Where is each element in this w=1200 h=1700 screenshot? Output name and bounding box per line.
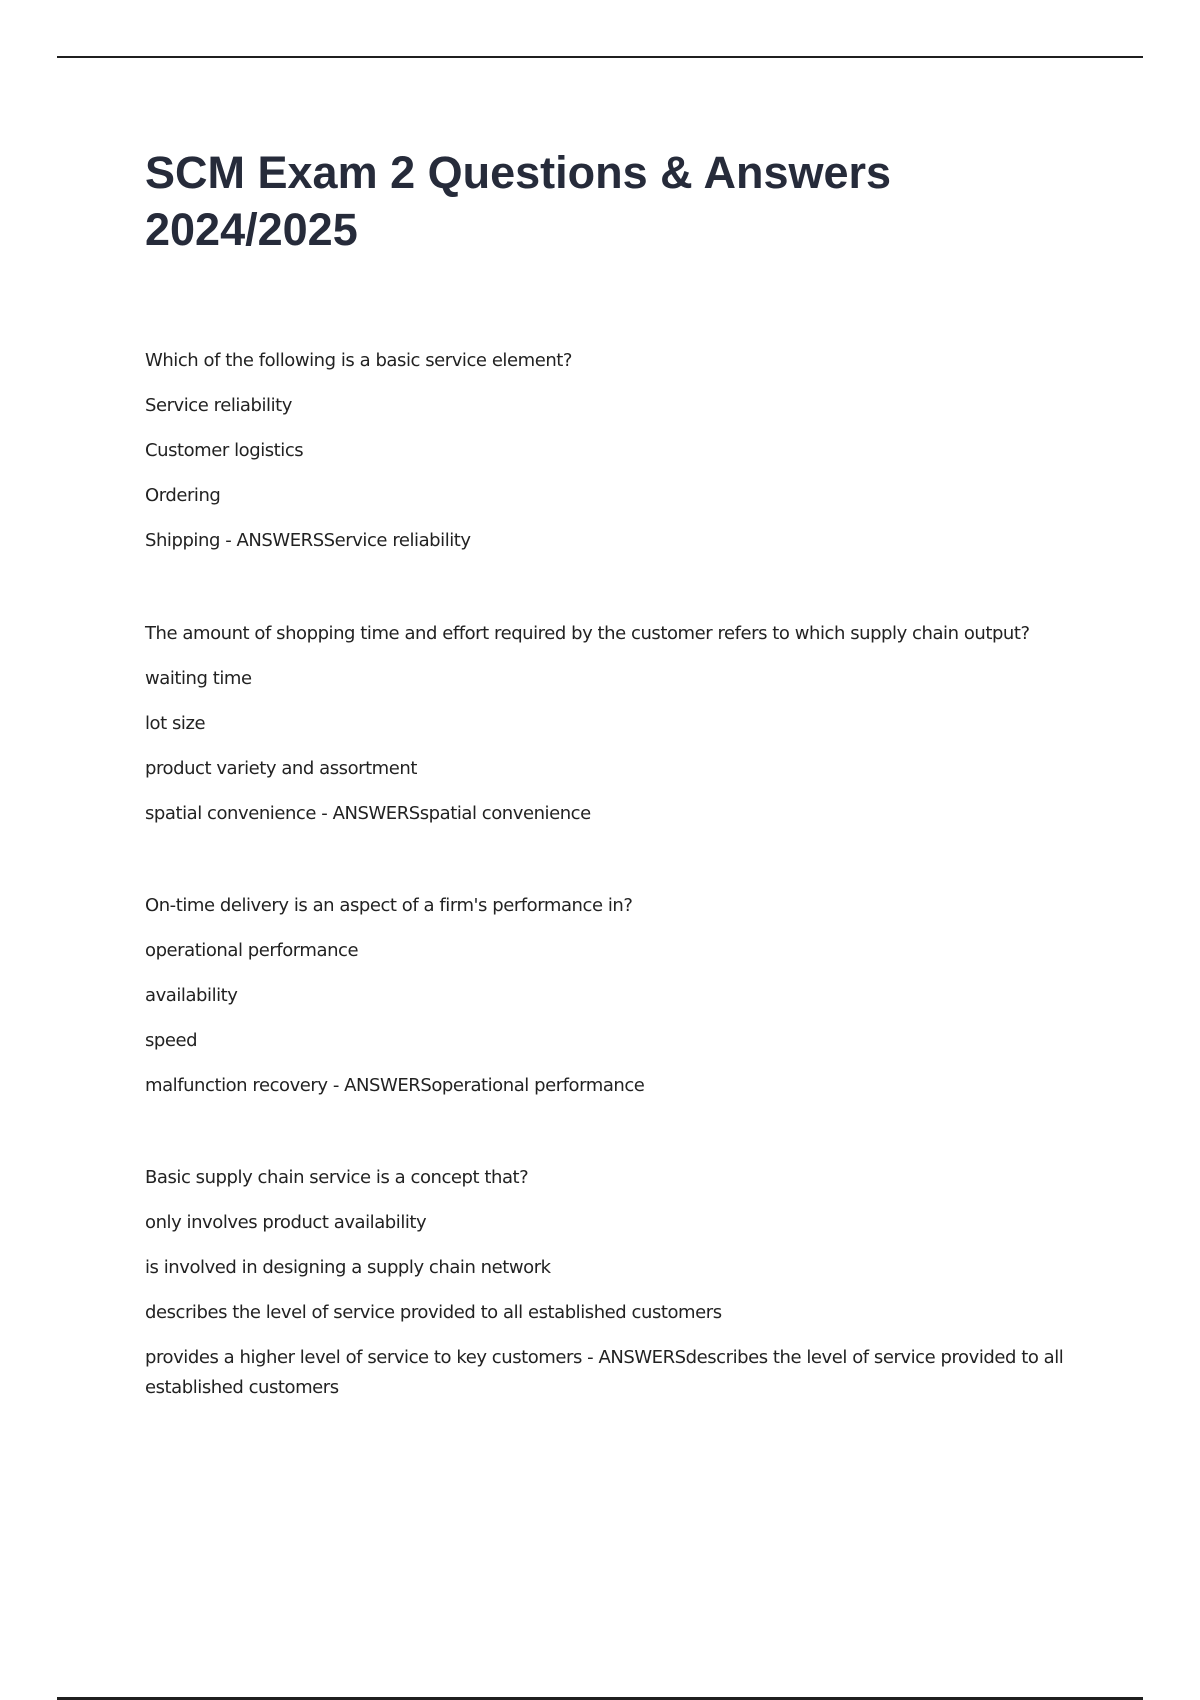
option-text: is involved in designing a supply chain network [145, 1257, 551, 1278]
question-text: On-time delivery is an aspect of a firm's performance in? [145, 895, 633, 916]
question-text: Which of the following is a basic service element? [145, 350, 572, 371]
qa-block-1 [145, 346, 1085, 556]
option-text: operational performance [145, 940, 359, 961]
option-text: Service reliability [145, 395, 292, 416]
question-text: The amount of shopping time and effort required by the customer refers to which supply chain output? [145, 623, 1030, 644]
answer-line: malfunction recovery - ANSWERSoperational performance [145, 1075, 645, 1096]
answer-line: Shipping - ANSWERSService reliability [145, 530, 471, 551]
option-text: only involves product availability [145, 1212, 427, 1233]
option-text: describes the level of service provided to all established customers [145, 1302, 722, 1323]
option-text: availability [145, 985, 238, 1006]
answer-line: spatial convenience - ANSWERSspatial convenience [145, 803, 591, 824]
question-text: Basic supply chain service is a concept that? [145, 1167, 529, 1188]
option-text: waiting time [145, 668, 252, 689]
answer-line: provides a higher level of service to key customers - ANSWERSdescribes the level of service provided to all established customers [145, 1347, 1064, 1398]
top-rule [57, 56, 1143, 58]
qa-block-3 [145, 891, 1085, 1101]
qa-block-4 [145, 1163, 1085, 1403]
option-text: Customer logistics [145, 440, 304, 461]
qa-block-2 [145, 619, 1085, 829]
option-text: product variety and assortment [145, 758, 417, 779]
option-text: lot size [145, 713, 206, 734]
document-title: SCM Exam 2 Questions & Answers 2024/2025 [145, 147, 892, 255]
option-text: Ordering [145, 485, 221, 506]
option-text: speed [145, 1030, 198, 1051]
